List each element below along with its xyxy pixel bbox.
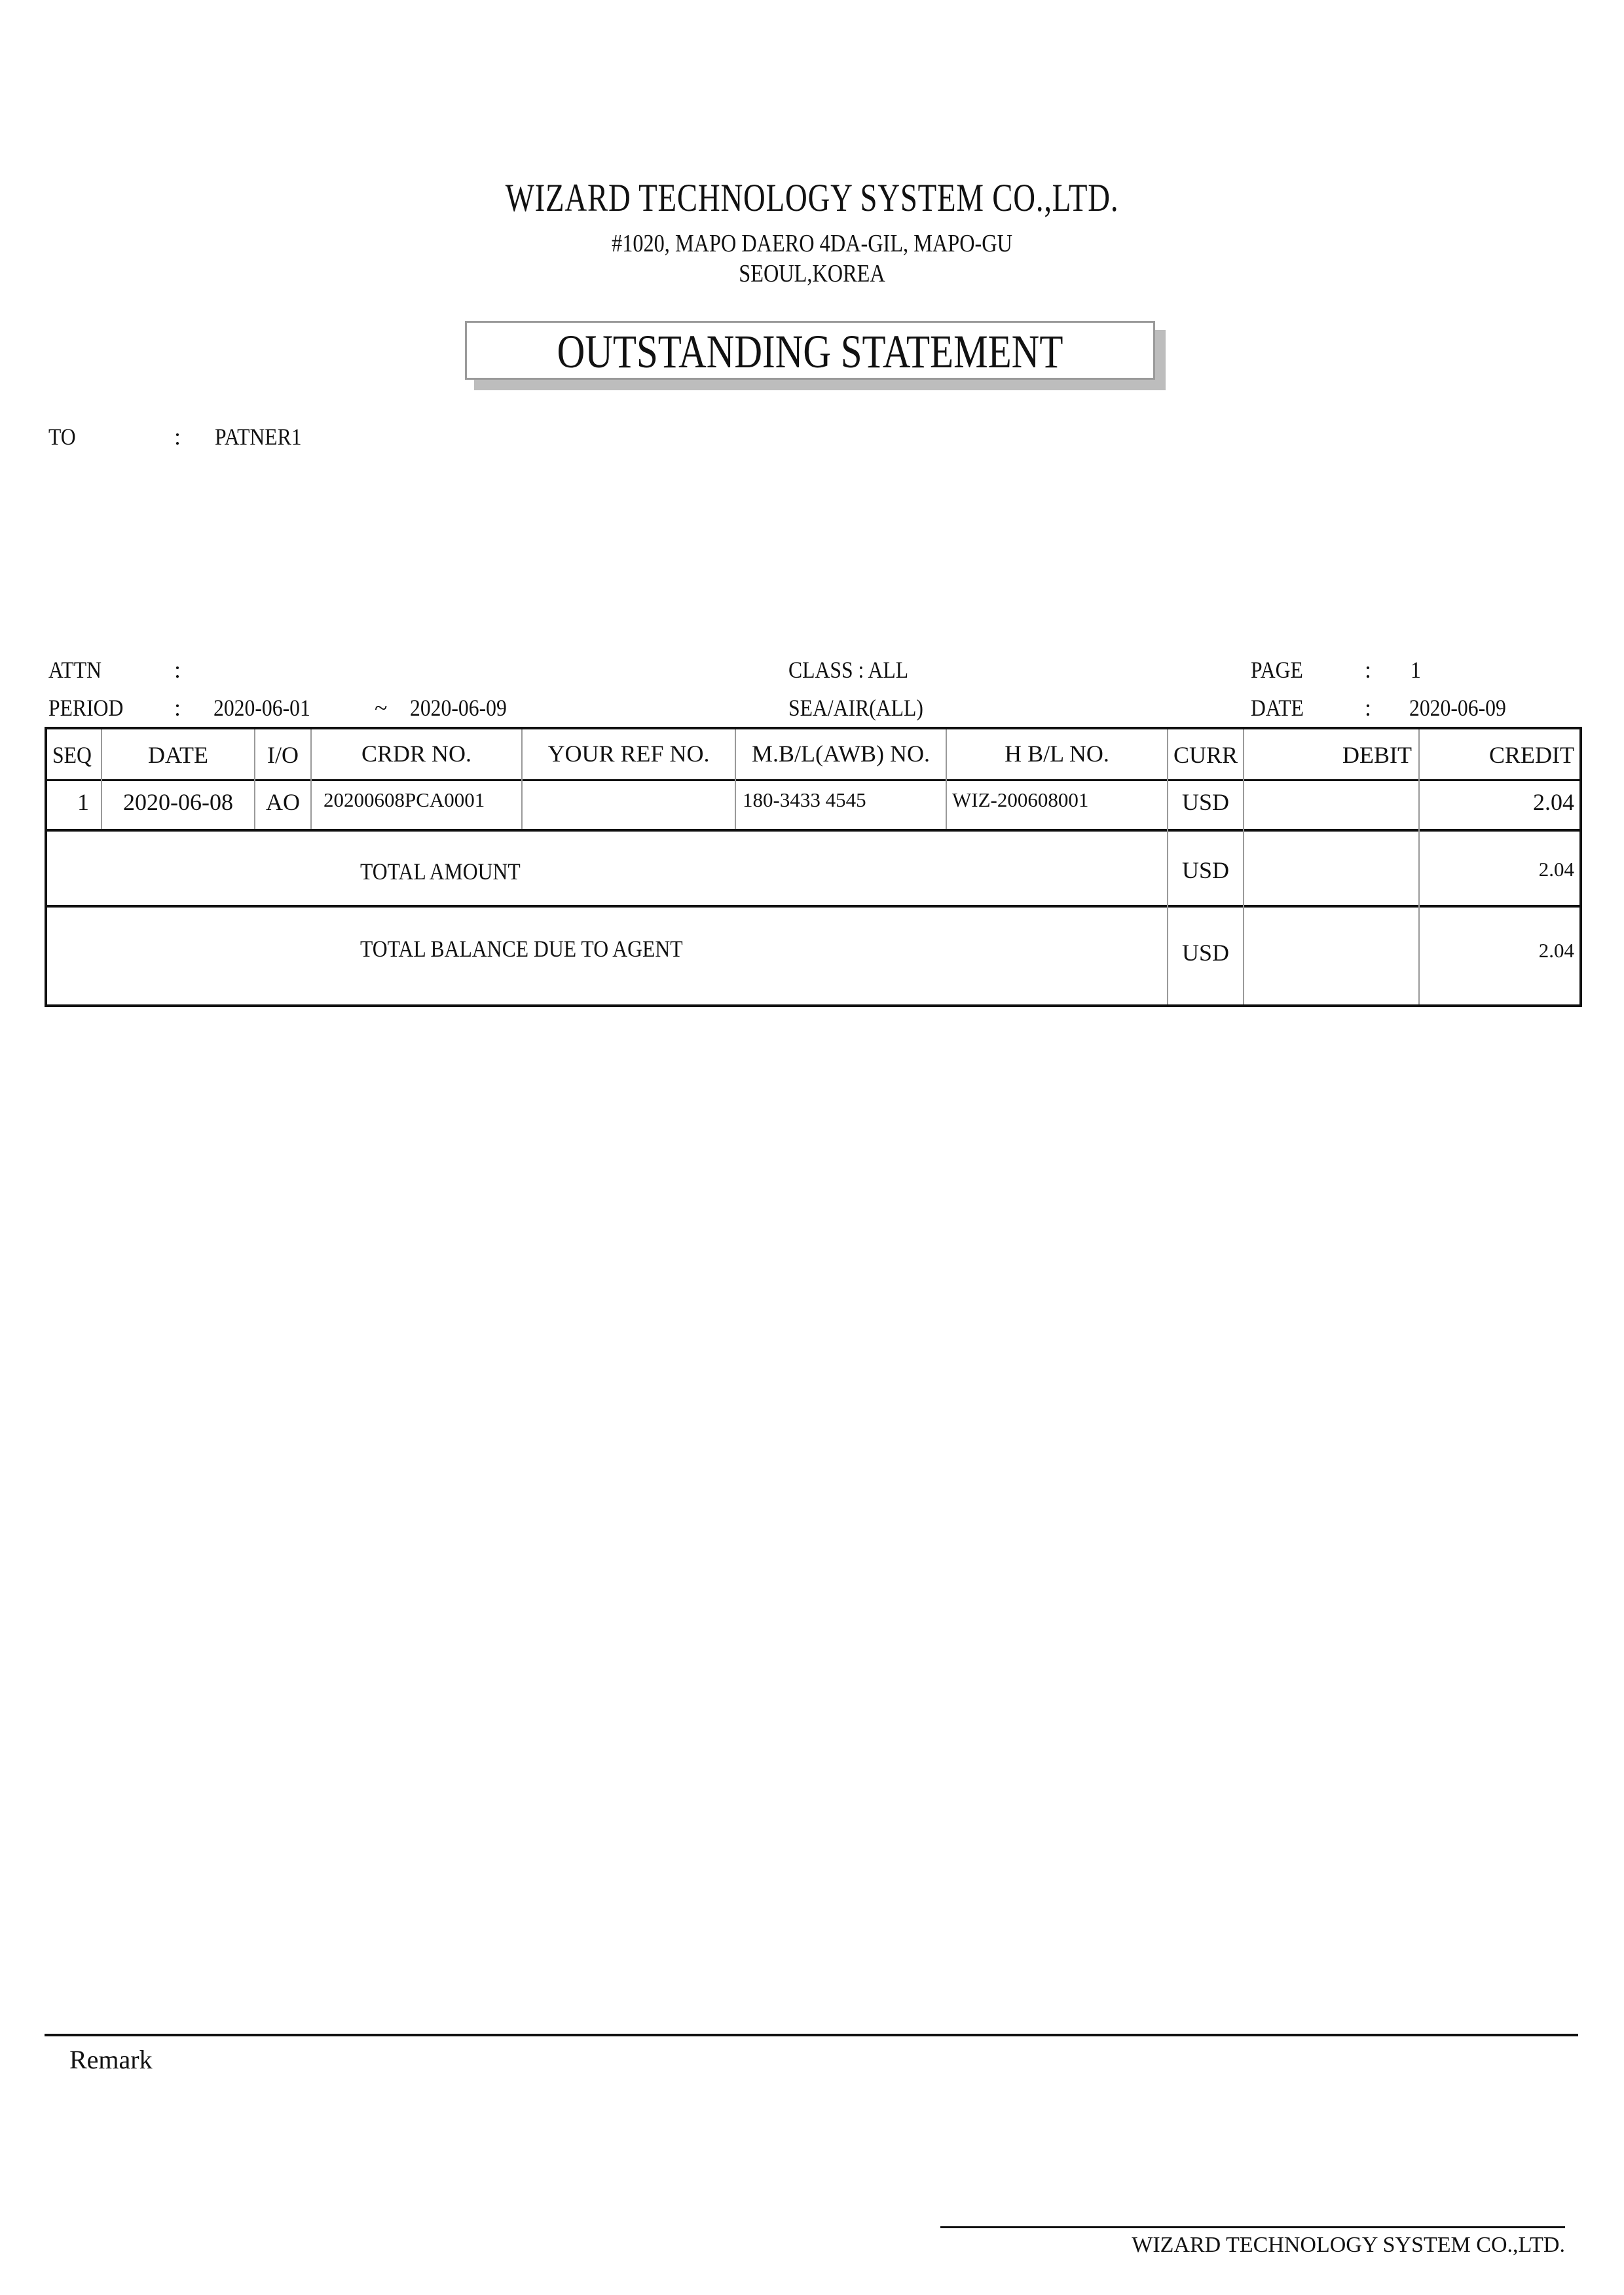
to-label: TO bbox=[48, 424, 76, 450]
page-colon: : bbox=[1365, 657, 1372, 683]
total-amount-curr: USD bbox=[1181, 857, 1230, 883]
to-value: PATNER1 bbox=[215, 424, 302, 450]
total-amount-label: TOTAL AMOUNT bbox=[360, 858, 521, 885]
col-sep bbox=[1243, 729, 1244, 1004]
row-curr: USD bbox=[1181, 789, 1230, 815]
row-mbl-no: 180-3433 4545 bbox=[743, 788, 866, 811]
date-value: 2020-06-09 bbox=[1409, 695, 1506, 721]
to-colon: : bbox=[174, 424, 181, 450]
period-label: PERIOD bbox=[48, 695, 124, 721]
table-bottom-border bbox=[45, 1004, 1582, 1007]
table-left-border bbox=[45, 727, 47, 1007]
page-label: PAGE bbox=[1251, 657, 1303, 683]
total-row-separator bbox=[45, 905, 1582, 908]
document-title: OUTSTANDING STATEMENT bbox=[557, 325, 1063, 378]
col-header-credit: CREDIT bbox=[1489, 742, 1574, 768]
row-seq: 1 bbox=[77, 789, 89, 815]
row-hbl-no: WIZ-200608001 bbox=[952, 788, 1089, 811]
period-to: 2020-06-09 bbox=[410, 695, 507, 721]
mode-text: SEA/AIR(ALL) bbox=[788, 695, 923, 721]
col-header-io: I/O bbox=[267, 742, 299, 768]
signature-line bbox=[940, 2226, 1565, 2228]
total-amount-credit: 2.04 bbox=[1538, 858, 1574, 881]
row-crdr-no: 20200608PCA0001 bbox=[323, 788, 485, 811]
attn-colon: : bbox=[174, 657, 181, 683]
total-balance-label: TOTAL BALANCE DUE TO AGENT bbox=[360, 936, 683, 962]
company-name: WIZARD TECHNOLOGY SYSTEM CO.,LTD. bbox=[505, 176, 1119, 219]
page-value: 1 bbox=[1411, 657, 1421, 683]
period-colon: : bbox=[174, 695, 181, 721]
row-io: AO bbox=[266, 789, 300, 815]
period-from: 2020-06-01 bbox=[213, 695, 310, 721]
remark-label: Remark bbox=[69, 2045, 153, 2074]
table-right-border bbox=[1579, 727, 1582, 1007]
col-header-seq: SEQ bbox=[52, 742, 92, 768]
period-tilde: ~ bbox=[375, 695, 388, 721]
row-date: 2020-06-08 bbox=[123, 789, 233, 815]
col-header-debit: DEBIT bbox=[1342, 742, 1412, 768]
col-header-crdr: CRDR NO. bbox=[361, 741, 472, 767]
total-balance-credit: 2.04 bbox=[1538, 939, 1574, 962]
company-address-line1: #1020, MAPO DAERO 4DA-GIL, MAPO-GU bbox=[612, 230, 1012, 257]
col-header-date: DATE bbox=[148, 742, 208, 768]
date-label: DATE bbox=[1251, 695, 1304, 721]
signature-company: WIZARD TECHNOLOGY SYSTEM CO.,LTD. bbox=[1132, 2233, 1565, 2257]
remark-rule bbox=[45, 2034, 1578, 2036]
table-top-border bbox=[45, 727, 1582, 729]
col-header-hbl: H B/L NO. bbox=[1005, 741, 1109, 767]
row-credit: 2.04 bbox=[1533, 789, 1574, 815]
attn-label: ATTN bbox=[48, 657, 101, 683]
col-header-curr: CURR bbox=[1173, 742, 1238, 768]
total-balance-curr: USD bbox=[1181, 940, 1230, 966]
class-text: CLASS : ALL bbox=[788, 657, 909, 683]
col-header-your-ref: YOUR REF NO. bbox=[547, 741, 710, 767]
company-address-line2: SEOUL,KOREA bbox=[739, 260, 885, 287]
date-colon: : bbox=[1365, 695, 1372, 721]
header-row-separator bbox=[45, 779, 1582, 781]
data-row-separator bbox=[45, 829, 1582, 832]
col-header-mbl: M.B/L(AWB) NO. bbox=[751, 741, 931, 767]
